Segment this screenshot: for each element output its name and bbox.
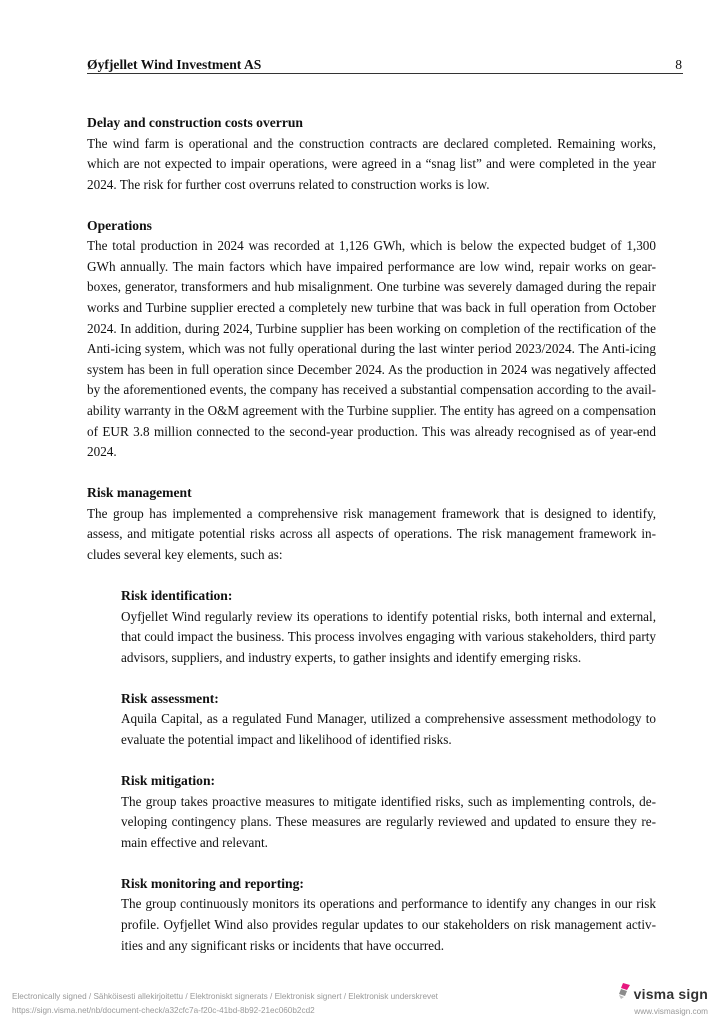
section-paragraph: The wind farm is operational and the construction contracts are declared completed. Remaining works, which are not expected to impair operations, were agreed in a “snag list” and were completed in the year 2024. The risk for further cost overruns related to construction works is low. <box>87 135 656 192</box>
document-title: Øyfjellet Wind Investment AS <box>87 57 262 72</box>
section-heading: Delay and construction costs overrun <box>87 115 303 130</box>
subsection-risk-monitoring <box>121 874 656 956</box>
section-heading: Operations <box>87 217 152 233</box>
section-paragraph: The group has implemented a comprehensive risk management framework that is designed to identify, assess, and mitigate potential risks across all aspects of operations. The risk management framework in-cludes several key elements, such as: <box>87 505 656 562</box>
subsection-heading: Risk assessment: <box>121 690 219 706</box>
document-body <box>87 113 656 977</box>
subsection-paragraph: The group takes proactive measures to mitigate identified risks, such as implementing controls, de-veloping contingency plans. These measures are regularly reviewed and updated to ensure they re-main effective and relevant. <box>121 793 656 850</box>
brand-url[interactable]: www.vismasign.com <box>634 1007 708 1016</box>
document-check-link[interactable]: https://sign.visma.net/nb/document-check/a32cfc7a-f20c-41bd-8b92-21ec060b2cd2 <box>12 1005 315 1015</box>
subsection-paragraph: The group continuously monitors its operations and performance to identify any changes in our risk profile. Oyfjellet Wind also provides regular updates to our stakeholders on risk management activ-ities and any significant risks or incidents that have occurred. <box>121 896 656 953</box>
visma-sign-pen-icon <box>619 983 631 1004</box>
subsection-heading: Risk mitigation: <box>121 773 216 789</box>
section-heading: Risk management <box>87 485 192 501</box>
brand-name: visma sign <box>633 985 708 1002</box>
subsection-risk-mitigation <box>121 771 656 853</box>
section-risk-management <box>87 483 656 565</box>
subsection-risk-assessment <box>121 689 656 751</box>
page-header <box>87 55 683 74</box>
section-delay-construction <box>87 113 656 195</box>
subsection-heading: Risk monitoring and reporting: <box>121 875 304 891</box>
subsection-heading: Risk identification: <box>121 588 233 604</box>
subsection-paragraph: Oyfjellet Wind regularly review its operations to identify potential risks, both internal and external, that could impact the business. This process involves engaging with various stakeholders, third party advisors, suppliers, and industry experts, to gather insights and identify emerging risks. <box>121 608 656 665</box>
visma-sign-logo <box>619 983 708 1004</box>
section-operations <box>87 216 656 463</box>
subsection-paragraph: Aquila Capital, as a regulated Fund Manager, utilized a comprehensive assessment methodology to evaluate the potential impact and likelihood of identified risks. <box>121 711 656 747</box>
signature-footer <box>12 990 438 1017</box>
visma-sign-branding <box>619 983 708 1016</box>
subsection-risk-identification <box>121 586 656 668</box>
signed-statement: Electronically signed / Sähköisesti allekirjoitettu / Elektroniskt signerats / Elektronisk signert / Elektronisk underskrevet <box>12 992 438 1001</box>
section-paragraph: The total production in 2024 was recorded at 1,126 GWh, which is below the expected budget of 1,300 GWh annually. The main factors which have impaired performance are low wind, repair works on gear-boxes, generator, transformers and hub misalignment. One turbine was severely damaged during the repair works and Turbine supplier erected a completely new turbine that was back in full operation from October 2024. In addition, during 2024, Turbine supplier has been working on completion of the rectification of the Anti-icing system, which was not fully operational during the last winter period 2023/2024. The Anti-icing system has been in full operation since December 2024. As the production in 2024 was negatively affected by the aforementioned events, the company has received a substantial compensation according to the avail-ability warranty in the O&M agreement with the Turbine supplier. The entity has agreed on a compensation of EUR 3.8 million connected to the second-year production. This was already recognised as of year-end 2024. <box>87 238 656 460</box>
page-number: 8 <box>675 57 682 72</box>
